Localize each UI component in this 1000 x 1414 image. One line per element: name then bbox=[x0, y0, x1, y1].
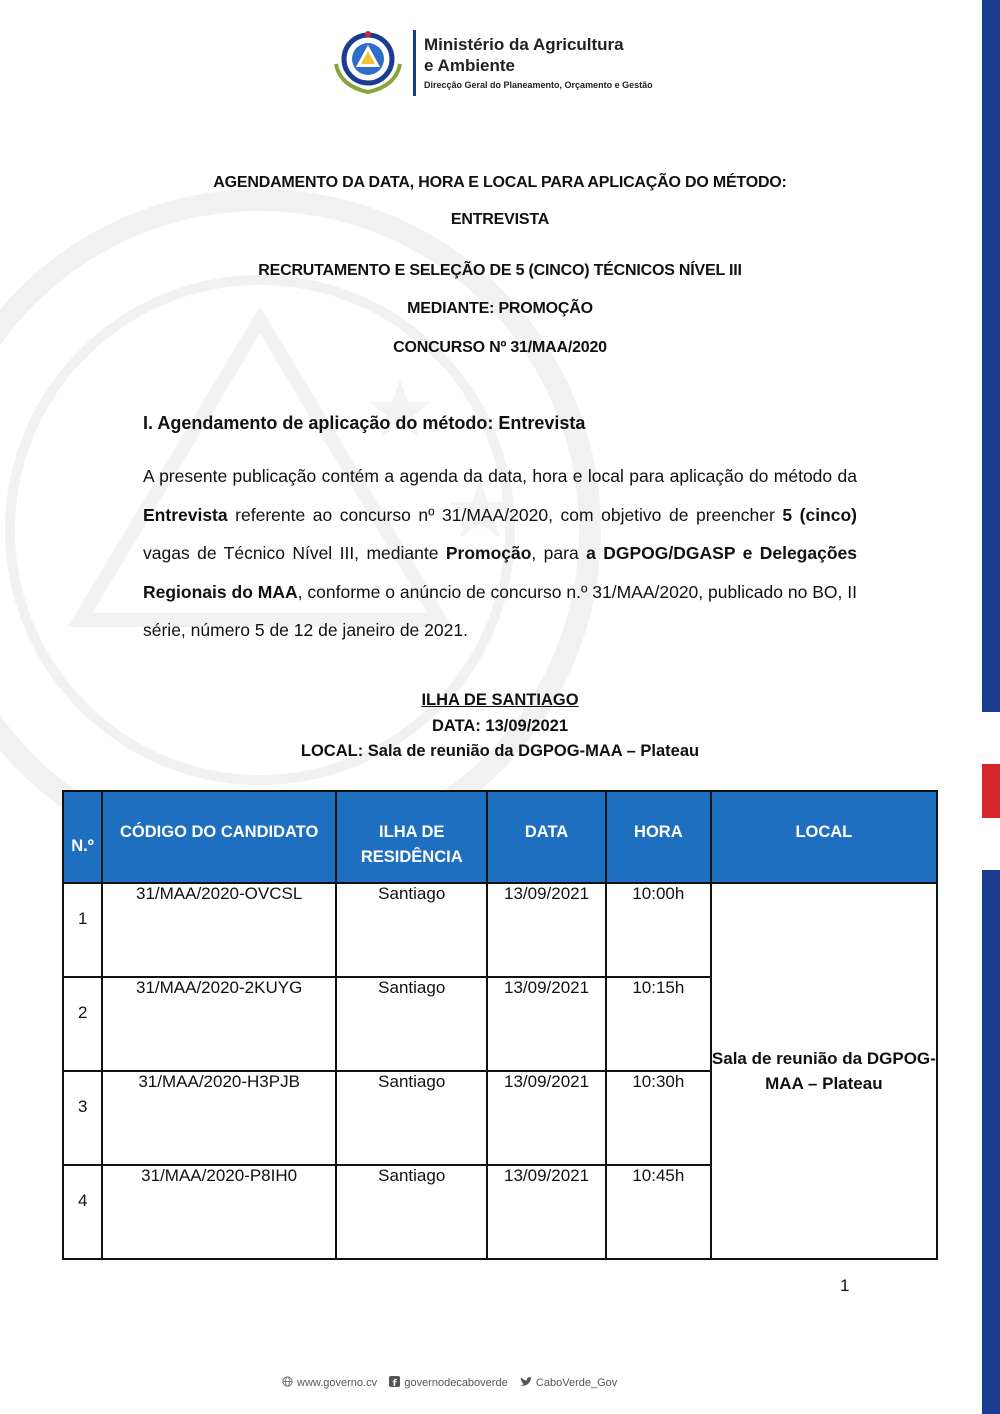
cell-date: 13/09/2021 bbox=[487, 1165, 606, 1259]
para-bold-vacancies: 5 (cinco) bbox=[782, 504, 857, 525]
doc-subtitle-recruitment: RECRUTAMENTO E SELEÇÃO DE 5 (CINCO) TÉCNICOS NÍVEL III bbox=[258, 262, 742, 279]
island-local: LOCAL: Sala de reunião da DGPOG-MAA – Plateau bbox=[300, 742, 700, 760]
cell-date: 13/09/2021 bbox=[487, 883, 606, 977]
cell-date: 13/09/2021 bbox=[487, 977, 606, 1071]
footer-links bbox=[282, 1376, 617, 1390]
cell-number: 3 bbox=[63, 1071, 102, 1165]
doc-title-line2: ENTREVISTA bbox=[450, 211, 550, 228]
doc-subtitle-contest: CONCURSO Nº 31/MAA/2020 bbox=[393, 339, 607, 356]
ministry-directorate: Direcção Geral do Planeamento, Orçamento e Gestão bbox=[424, 80, 653, 90]
section-heading: I. Agendamento de aplicação do método: Entrevista bbox=[143, 413, 586, 433]
cell-time: 10:45h bbox=[606, 1165, 711, 1259]
para-text-4: , para bbox=[531, 543, 587, 563]
para-text-2: referente ao concurso nº 31/MAA/2020, com objetivo de preencher bbox=[227, 504, 783, 525]
island-date: DATA: 13/09/2021 bbox=[431, 717, 569, 735]
col-header-time: HORA bbox=[606, 791, 711, 883]
facebook-icon bbox=[389, 1376, 400, 1390]
footer-website-link[interactable]: www.governo.cv bbox=[297, 1376, 378, 1389]
para-text-5: , conforme o anúncio de concurso n.º 31/MAA/2020, publicado no BO, II série, número 5 de 12 de janeiro de 2021. bbox=[143, 581, 857, 640]
cell-local: Sala de reunião da DGPOG-MAA – Plateau bbox=[711, 883, 937, 1259]
edge-bar-red bbox=[982, 764, 1000, 818]
intro-paragraph bbox=[143, 457, 857, 650]
cell-time: 10:15h bbox=[606, 977, 711, 1071]
cell-island: Santiago bbox=[336, 977, 487, 1071]
cell-code: 31/MAA/2020-P8IH0 bbox=[102, 1165, 336, 1259]
doc-subtitle-promotion: MEDIANTE: PROMOÇÃO bbox=[407, 300, 593, 317]
footer-facebook-link[interactable]: governodecaboverde bbox=[404, 1376, 508, 1389]
cell-island: Santiago bbox=[336, 1165, 487, 1259]
cell-number: 2 bbox=[63, 977, 102, 1071]
cell-island: Santiago bbox=[336, 883, 487, 977]
cell-time: 10:30h bbox=[606, 1071, 711, 1165]
cell-code: 31/MAA/2020-2KUYG bbox=[102, 977, 336, 1071]
para-text-1: A presente publicação contém a agenda da data, hora e local para aplicação do método da bbox=[143, 466, 857, 486]
col-header-date: DATA bbox=[487, 791, 606, 883]
cell-island: Santiago bbox=[336, 1071, 487, 1165]
para-bold-promotion: Promoção bbox=[445, 543, 532, 563]
svg-text:f: f bbox=[392, 1378, 397, 1387]
twitter-icon bbox=[520, 1377, 532, 1390]
footer-twitter-link[interactable]: CaboVerde_Gov bbox=[535, 1376, 618, 1389]
cell-code: 31/MAA/2020-OVCSL bbox=[102, 883, 336, 977]
globe-icon bbox=[282, 1376, 293, 1390]
cell-code: 31/MAA/2020-H3PJB bbox=[102, 1071, 336, 1165]
ministry-name-line1: Ministério da Agricultura bbox=[424, 35, 624, 54]
schedule-table bbox=[62, 790, 938, 1260]
para-bold-method: Entrevista bbox=[143, 504, 228, 525]
page-number: 1 bbox=[840, 1276, 850, 1295]
ministry-name-line2: e Ambiente bbox=[424, 56, 516, 75]
table-header-row bbox=[63, 791, 937, 883]
col-header-island: ILHA DE RESIDÊNCIA bbox=[336, 791, 487, 883]
para-bold-entities: a DGPOG/DGASP e Delegações Regionais do MAA bbox=[143, 543, 857, 602]
cell-number: 4 bbox=[63, 1165, 102, 1259]
para-text-3: vagas de Técnico Nível III, mediante bbox=[143, 543, 446, 563]
cell-date: 13/09/2021 bbox=[487, 1071, 606, 1165]
table-row bbox=[63, 883, 937, 977]
cell-number: 1 bbox=[63, 883, 102, 977]
doc-title-line1: AGENDAMENTO DA DATA, HORA E LOCAL PARA APLICAÇÃO DO MÉTODO: bbox=[213, 174, 787, 191]
col-header-local: LOCAL bbox=[711, 791, 937, 883]
ministry-logo bbox=[328, 26, 408, 96]
header-divider bbox=[413, 30, 416, 96]
col-header-code: CÓDIGO DO CANDIDATO bbox=[102, 791, 336, 883]
cell-time: 10:00h bbox=[606, 883, 711, 977]
island-name: ILHA DE SANTIAGO bbox=[421, 691, 579, 709]
edge-bar-blue-bottom bbox=[982, 870, 1000, 1414]
col-header-number: N.º bbox=[63, 791, 102, 883]
